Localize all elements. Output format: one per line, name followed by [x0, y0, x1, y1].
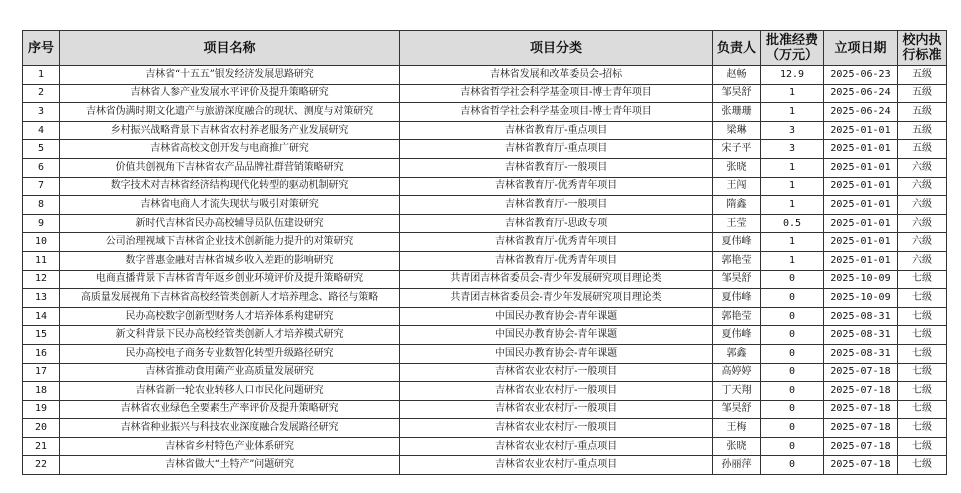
cell-project-name: 乡村振兴战略背景下吉林省农村养老服务产业发展研究	[60, 121, 400, 140]
cell-leader: 张珊珊	[713, 103, 761, 122]
table-body	[23, 66, 947, 475]
cell-leader: 郭鑫	[713, 344, 761, 363]
cell-date: 2025-07-18	[824, 419, 898, 438]
table-row	[23, 158, 947, 177]
cell-date: 2025-01-01	[824, 214, 898, 233]
cell-date: 2025-01-01	[824, 233, 898, 252]
cell-standard: 六级	[898, 196, 947, 215]
table-row	[23, 270, 947, 289]
header-funding: 批准经费（万元）	[761, 31, 824, 66]
cell-leader: 郭艳莹	[713, 251, 761, 270]
cell-standard: 七级	[898, 326, 947, 345]
cell-leader: 隋鑫	[713, 196, 761, 215]
cell-index: 13	[23, 289, 60, 308]
table-row	[23, 289, 947, 308]
cell-funding: 3	[761, 121, 824, 140]
cell-date: 2025-01-01	[824, 251, 898, 270]
cell-standard: 六级	[898, 233, 947, 252]
cell-standard: 七级	[898, 400, 947, 419]
header-row	[23, 31, 947, 66]
cell-date: 2025-01-01	[824, 158, 898, 177]
header-project-category: 项目分类	[400, 31, 713, 66]
cell-project-category: 吉林省教育厅-重点项目	[400, 140, 713, 159]
cell-funding: 0	[761, 437, 824, 456]
cell-date: 2025-06-24	[824, 84, 898, 103]
cell-project-name: 价值共创视角下吉林省农产品品牌社群营销策略研究	[60, 158, 400, 177]
header-leader: 负责人	[713, 31, 761, 66]
table-row	[23, 140, 947, 159]
cell-index: 21	[23, 437, 60, 456]
project-table	[22, 30, 947, 475]
cell-date: 2025-01-01	[824, 177, 898, 196]
cell-leader: 丁天翔	[713, 382, 761, 401]
cell-project-category: 吉林省哲学社会科学基金项目-博士青年项目	[400, 84, 713, 103]
header-index: 序号	[23, 31, 60, 66]
cell-project-category: 吉林省农业农村厅-重点项目	[400, 456, 713, 475]
cell-date: 2025-01-01	[824, 121, 898, 140]
cell-date: 2025-07-18	[824, 456, 898, 475]
cell-date: 2025-07-18	[824, 363, 898, 382]
cell-project-name: 高质量发展视角下吉林省高校经管类创新人才培养理念、路径与策略	[60, 289, 400, 308]
table-row	[23, 326, 947, 345]
cell-standard: 五级	[898, 140, 947, 159]
cell-date: 2025-01-01	[824, 140, 898, 159]
cell-project-name: 数字普惠金融对吉林省城乡收入差距的影响研究	[60, 251, 400, 270]
cell-project-category: 吉林省农业农村厅-一般项目	[400, 400, 713, 419]
header-project-name: 项目名称	[60, 31, 400, 66]
cell-project-name: 公司治理视域下吉林省企业技术创新能力提升的对策研究	[60, 233, 400, 252]
table-row	[23, 196, 947, 215]
cell-project-name: 吉林省乡村特色产业体系研究	[60, 437, 400, 456]
cell-leader: 赵畅	[713, 66, 761, 85]
cell-project-category: 吉林省教育厅-重点项目	[400, 121, 713, 140]
cell-date: 2025-08-31	[824, 344, 898, 363]
cell-standard: 六级	[898, 177, 947, 196]
cell-leader: 邹昊舒	[713, 400, 761, 419]
table-row	[23, 456, 947, 475]
cell-leader: 王闯	[713, 177, 761, 196]
cell-date: 2025-08-31	[824, 326, 898, 345]
cell-project-category: 吉林省教育厅-优秀青年项目	[400, 251, 713, 270]
cell-funding: 3	[761, 140, 824, 159]
cell-funding: 1	[761, 177, 824, 196]
cell-project-name: 民办高校数字创新型财务人才培养体系构建研究	[60, 307, 400, 326]
cell-funding: 0	[761, 270, 824, 289]
cell-project-name: 吉林省高校文创开发与电商推广研究	[60, 140, 400, 159]
cell-project-name: 吉林省做大“土特产”问题研究	[60, 456, 400, 475]
table-row	[23, 103, 947, 122]
table-row	[23, 419, 947, 438]
cell-index: 14	[23, 307, 60, 326]
cell-project-name: 数字技术对吉林省经济结构现代化转型的驱动机制研究	[60, 177, 400, 196]
cell-standard: 五级	[898, 103, 947, 122]
cell-date: 2025-06-24	[824, 103, 898, 122]
cell-leader: 王莹	[713, 214, 761, 233]
table-header	[23, 31, 947, 66]
cell-standard: 五级	[898, 121, 947, 140]
cell-index: 1	[23, 66, 60, 85]
cell-funding: 1	[761, 103, 824, 122]
cell-leader: 张晓	[713, 158, 761, 177]
cell-index: 4	[23, 121, 60, 140]
cell-leader: 孙丽萍	[713, 456, 761, 475]
table-row	[23, 307, 947, 326]
table-row	[23, 400, 947, 419]
cell-project-category: 吉林省农业农村厅-一般项目	[400, 363, 713, 382]
table-row	[23, 214, 947, 233]
table-row	[23, 344, 947, 363]
cell-project-category: 共青团吉林省委员会-青少年发展研究项目理论类	[400, 270, 713, 289]
cell-leader: 夏伟峰	[713, 326, 761, 345]
cell-standard: 七级	[898, 289, 947, 308]
cell-project-category: 吉林省教育厅-一般项目	[400, 196, 713, 215]
cell-leader: 高婷婷	[713, 363, 761, 382]
cell-index: 7	[23, 177, 60, 196]
table-row	[23, 382, 947, 401]
cell-index: 11	[23, 251, 60, 270]
cell-index: 16	[23, 344, 60, 363]
cell-index: 18	[23, 382, 60, 401]
cell-index: 20	[23, 419, 60, 438]
cell-date: 2025-10-09	[824, 289, 898, 308]
cell-index: 17	[23, 363, 60, 382]
cell-index: 22	[23, 456, 60, 475]
cell-funding: 0	[761, 326, 824, 345]
cell-project-category: 中国民办教育协会-青年课题	[400, 344, 713, 363]
cell-index: 3	[23, 103, 60, 122]
cell-funding: 12.9	[761, 66, 824, 85]
cell-date: 2025-06-23	[824, 66, 898, 85]
cell-standard: 五级	[898, 66, 947, 85]
cell-standard: 七级	[898, 437, 947, 456]
cell-project-category: 吉林省农业农村厅-一般项目	[400, 419, 713, 438]
cell-date: 2025-07-18	[824, 400, 898, 419]
cell-index: 10	[23, 233, 60, 252]
cell-funding: 0.5	[761, 214, 824, 233]
cell-leader: 邹昊舒	[713, 84, 761, 103]
table-row	[23, 84, 947, 103]
cell-leader: 梁琳	[713, 121, 761, 140]
cell-index: 9	[23, 214, 60, 233]
cell-project-name: 吉林省种业振兴与科技农业深度融合发展路径研究	[60, 419, 400, 438]
table-row	[23, 437, 947, 456]
cell-date: 2025-10-09	[824, 270, 898, 289]
cell-date: 2025-08-31	[824, 307, 898, 326]
table-row	[23, 233, 947, 252]
cell-leader: 夏伟峰	[713, 233, 761, 252]
cell-standard: 七级	[898, 307, 947, 326]
cell-date: 2025-01-01	[824, 196, 898, 215]
table-row	[23, 121, 947, 140]
cell-project-category: 吉林省教育厅-一般项目	[400, 158, 713, 177]
cell-funding: 0	[761, 456, 824, 475]
cell-index: 2	[23, 84, 60, 103]
cell-project-name: 新文科背景下民办高校经管类创新人才培养模式研究	[60, 326, 400, 345]
cell-project-category: 吉林省教育厅-优秀青年项目	[400, 233, 713, 252]
table-row	[23, 66, 947, 85]
cell-project-category: 共青团吉林省委员会-青少年发展研究项目理论类	[400, 289, 713, 308]
cell-date: 2025-07-18	[824, 382, 898, 401]
cell-index: 6	[23, 158, 60, 177]
cell-index: 15	[23, 326, 60, 345]
cell-leader: 宋子平	[713, 140, 761, 159]
cell-index: 8	[23, 196, 60, 215]
cell-leader: 张晓	[713, 437, 761, 456]
cell-funding: 0	[761, 307, 824, 326]
cell-standard: 七级	[898, 363, 947, 382]
cell-standard: 五级	[898, 84, 947, 103]
header-standard: 校内执行标准	[898, 31, 947, 66]
cell-project-category: 吉林省农业农村厅-重点项目	[400, 437, 713, 456]
cell-funding: 1	[761, 196, 824, 215]
cell-index: 12	[23, 270, 60, 289]
cell-project-name: 吉林省电商人才流失现状与吸引对策研究	[60, 196, 400, 215]
cell-funding: 0	[761, 344, 824, 363]
cell-project-name: 吉林省新一轮农业转移人口市民化问题研究	[60, 382, 400, 401]
cell-date: 2025-07-18	[824, 437, 898, 456]
cell-funding: 0	[761, 382, 824, 401]
cell-leader: 邹昊舒	[713, 270, 761, 289]
cell-project-category: 吉林省发展和改革委员会-招标	[400, 66, 713, 85]
cell-leader: 夏伟峰	[713, 289, 761, 308]
cell-project-name: 电商直播背景下吉林省青年返乡创业环境评价及提升策略研究	[60, 270, 400, 289]
cell-funding: 1	[761, 84, 824, 103]
cell-index: 5	[23, 140, 60, 159]
cell-project-category: 吉林省农业农村厅-一般项目	[400, 382, 713, 401]
cell-standard: 七级	[898, 344, 947, 363]
cell-standard: 六级	[898, 214, 947, 233]
cell-funding: 1	[761, 251, 824, 270]
cell-project-name: 吉林省伪满时期文化遗产与旅游深度融合的现状、测度与对策研究	[60, 103, 400, 122]
table-row	[23, 251, 947, 270]
cell-project-category: 吉林省教育厅-思政专项	[400, 214, 713, 233]
cell-standard: 七级	[898, 419, 947, 438]
cell-funding: 0	[761, 363, 824, 382]
cell-funding: 0	[761, 289, 824, 308]
table-row	[23, 363, 947, 382]
cell-project-name: 新时代吉林省民办高校辅导员队伍建设研究	[60, 214, 400, 233]
cell-funding: 1	[761, 158, 824, 177]
cell-project-category: 吉林省哲学社会科学基金项目-博士青年项目	[400, 103, 713, 122]
cell-project-category: 中国民办教育协会-青年课题	[400, 326, 713, 345]
table-row	[23, 177, 947, 196]
cell-project-name: 吉林省“十五五”银发经济发展思路研究	[60, 66, 400, 85]
cell-funding: 1	[761, 233, 824, 252]
cell-funding: 0	[761, 400, 824, 419]
cell-project-name: 吉林省人参产业发展水平评价及提升策略研究	[60, 84, 400, 103]
cell-standard: 七级	[898, 456, 947, 475]
cell-index: 19	[23, 400, 60, 419]
cell-standard: 七级	[898, 270, 947, 289]
cell-project-category: 吉林省教育厅-优秀青年项目	[400, 177, 713, 196]
cell-funding: 0	[761, 419, 824, 438]
cell-project-name: 吉林省农业绿色全要素生产率评价及提升策略研究	[60, 400, 400, 419]
cell-project-name: 民办高校电子商务专业数智化转型升级路径研究	[60, 344, 400, 363]
cell-standard: 六级	[898, 158, 947, 177]
cell-project-category: 中国民办教育协会-青年课题	[400, 307, 713, 326]
header-date: 立项日期	[824, 31, 898, 66]
cell-standard: 七级	[898, 382, 947, 401]
cell-leader: 王梅	[713, 419, 761, 438]
cell-project-name: 吉林省推动食用菌产业高质量发展研究	[60, 363, 400, 382]
cell-leader: 郭艳莹	[713, 307, 761, 326]
cell-standard: 六级	[898, 251, 947, 270]
